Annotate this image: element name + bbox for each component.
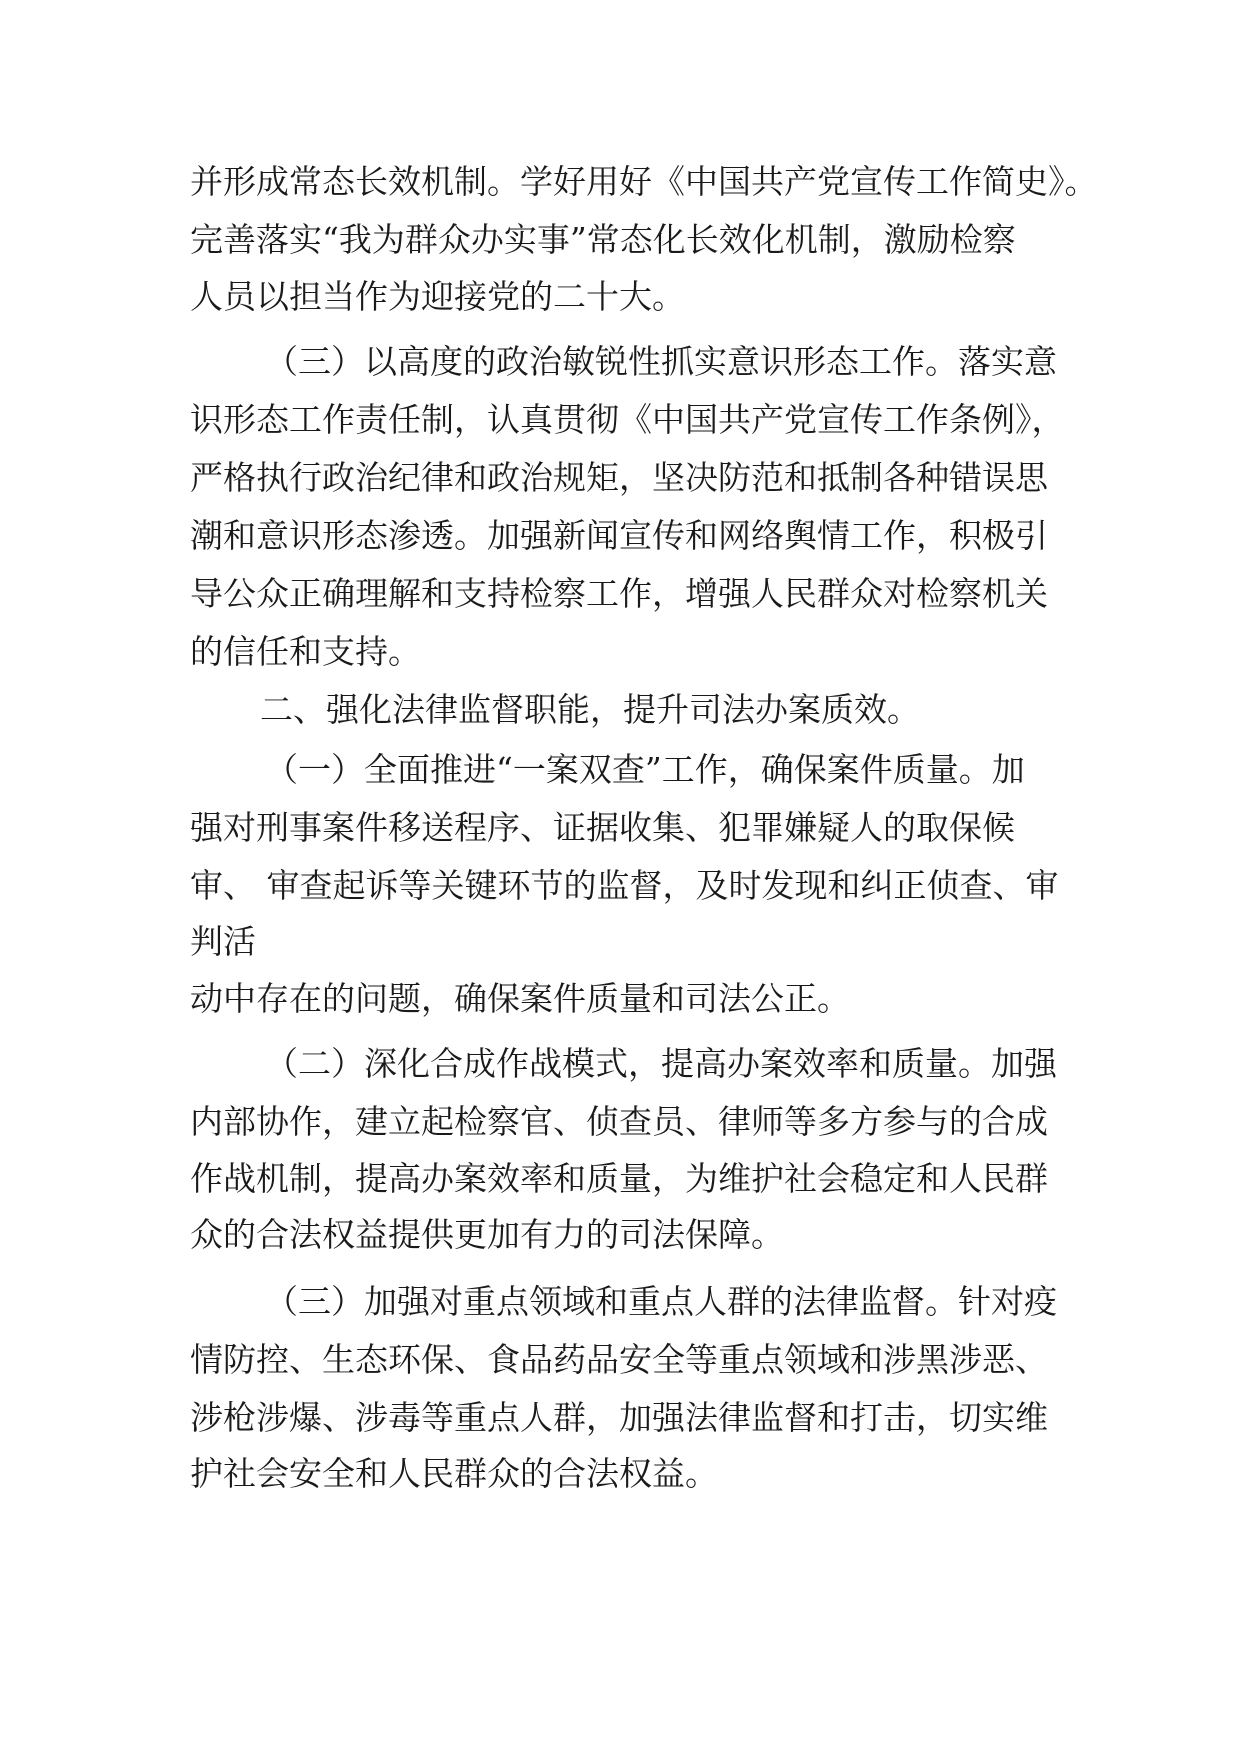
text-line: 涉枪涉爆、涉毒等重点人群，加强法律监督和打击，切实维: [190, 1398, 1048, 1437]
text-line: 潮和意识形态渗透。加强新闻宣传和网络舆情工作，积极引: [190, 516, 1048, 555]
text-line: 情防控、生态环保、食品药品安全等重点领域和涉黑涉恶、: [190, 1340, 1048, 1379]
text-line: 审、 审查起诉等关键环节的监督，及时发现和纠正侦查、审: [190, 866, 1059, 905]
text-line: 并形成常态长效机制。学好用好《中国共产党宣传工作简史》。: [190, 162, 1098, 201]
subsection-heading: （三）加强对重点领域和重点人群的法律监督。针对疫: [265, 1282, 1057, 1321]
text-line: 识形态工作责任制，认真贯彻《中国共产党宣传工作条例》，: [190, 400, 1065, 439]
text-line: 强对刑事案件移送程序、证据收集、犯罪嫌疑人的取保候: [190, 808, 1015, 847]
text-line: 完善落实“我为群众办实事”常态化长效化机制，激励检察: [190, 220, 1016, 259]
text-line: 人员以担当作为迎接党的二十大。: [190, 277, 685, 316]
text-line: 作战机制，提高办案效率和质量，为维护社会稳定和人民群: [190, 1159, 1048, 1198]
text-line: 内部协作，建立起检察官、侦查员、律师等多方参与的合成: [190, 1102, 1048, 1141]
subsection-heading: （二）深化合成作战模式，提高办案效率和质量。加强: [265, 1044, 1057, 1083]
text-line: 导公众正确理解和支持检察工作，增强人民群众对检察机关: [190, 574, 1048, 613]
section-heading: 二、强化法律监督职能，提升司法办案质效。: [260, 690, 920, 729]
text-line: 动中存在的问题，确保案件质量和司法公正。: [190, 979, 850, 1018]
subsection-heading: （三）以高度的政治敏锐性抓实意识形态工作。落实意: [265, 342, 1057, 381]
subsection-heading: （一）全面推进“一案双查”工作，确保案件质量。加: [265, 750, 1025, 789]
text-line: 判活: [190, 922, 256, 961]
text-line: 护社会安全和人民群众的合法权益。: [190, 1454, 718, 1493]
text-line: 的信任和支持。: [190, 632, 421, 671]
text-line: 众的合法权益提供更加有力的司法保障。: [190, 1215, 784, 1254]
text-line: 严格执行政治纪律和政治规矩，坚决防范和抵制各种错误思: [190, 458, 1048, 497]
